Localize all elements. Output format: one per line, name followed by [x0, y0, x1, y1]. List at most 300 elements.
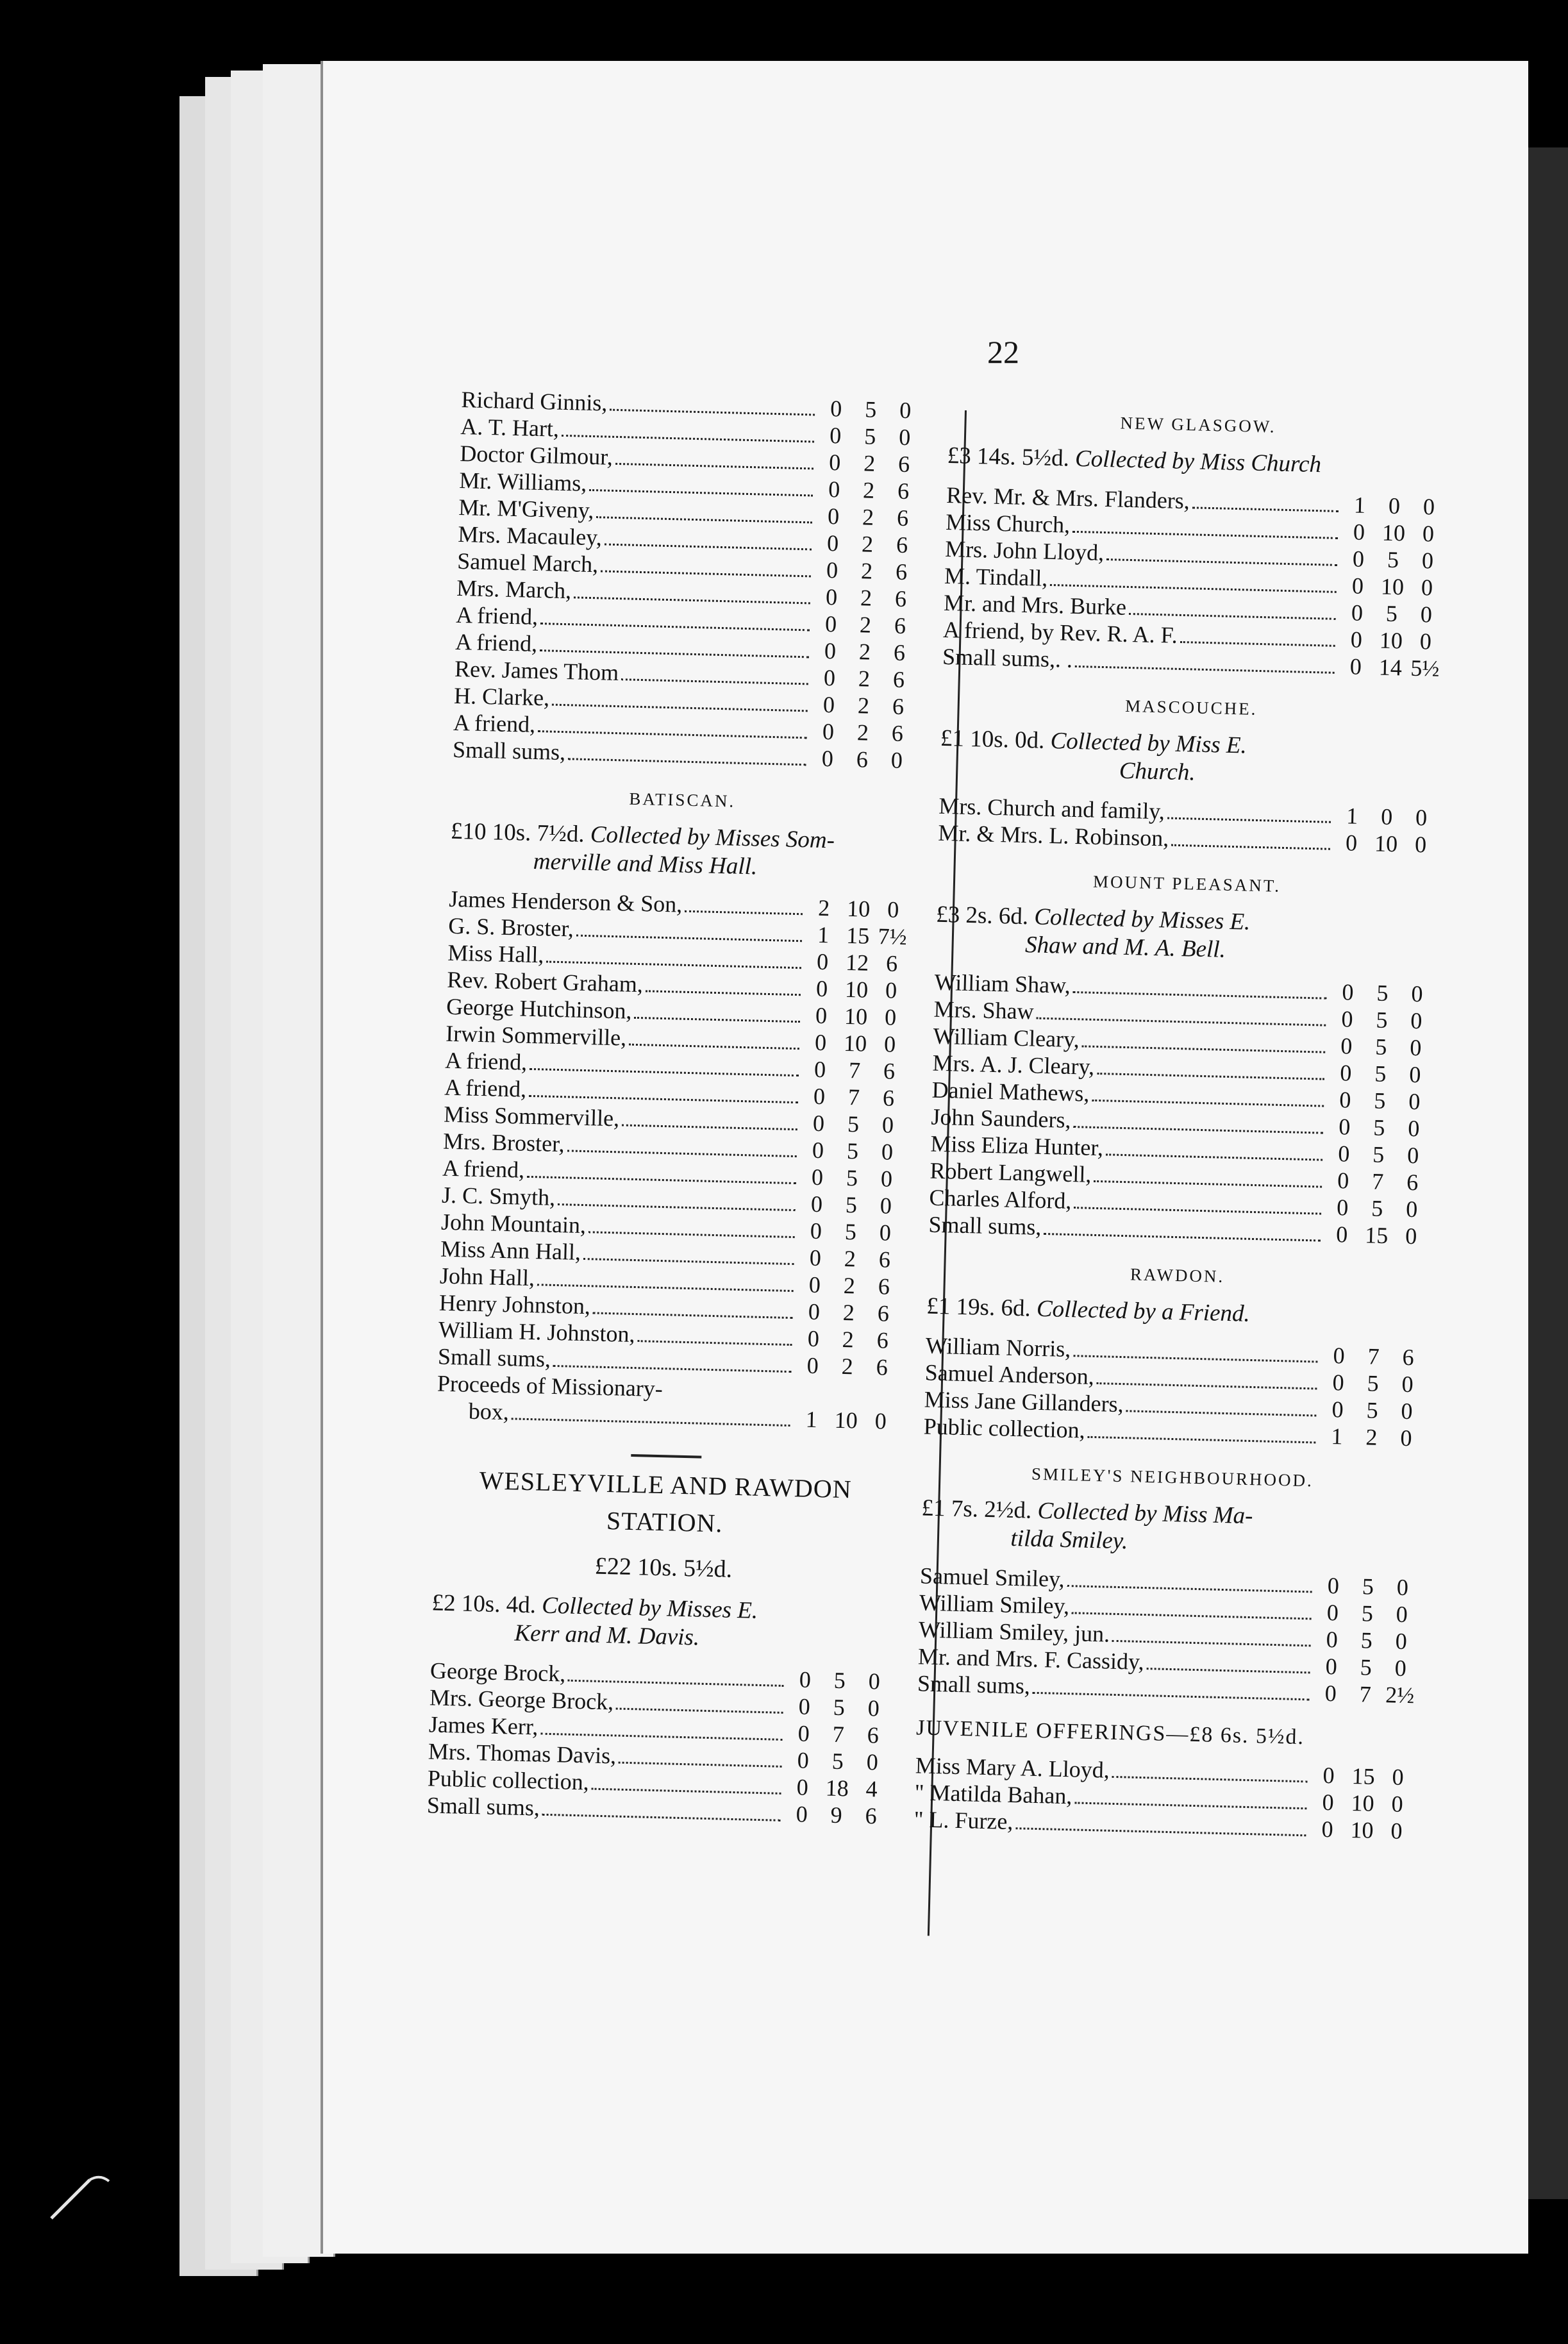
leader-dots	[1074, 1802, 1306, 1809]
contributor-name: A friend,	[455, 628, 538, 657]
leader-dots	[546, 960, 801, 969]
left-column	[426, 386, 922, 1830]
contributor-name: Miss Jane Gillanders,	[924, 1386, 1124, 1418]
shillings-value: 5	[845, 1192, 858, 1218]
pounds-value: 0	[823, 664, 836, 691]
leader-dots	[621, 678, 808, 685]
contributor-name: A friend,	[453, 709, 536, 737]
leader-dots	[592, 1788, 781, 1795]
shillings-value: 10	[1379, 627, 1403, 654]
shillings-value: 5	[833, 1667, 846, 1694]
pence-value: 2½	[1385, 1682, 1415, 1709]
pounds-value: 0	[1352, 546, 1365, 572]
shillings-value: 9	[830, 1802, 843, 1829]
collection-line	[449, 817, 912, 885]
collection-amount: £1 7s. 2½d.	[921, 1494, 1032, 1524]
contributor-name: Miss Eliza Hunter,	[930, 1130, 1104, 1161]
collection-line	[431, 1589, 894, 1657]
shillings-value: 5	[1387, 546, 1399, 573]
pounds-value: 0	[1349, 653, 1362, 680]
pence-value: 6	[876, 1327, 889, 1353]
collection-amount: £1 10s. 0d.	[940, 724, 1045, 754]
contributor-name: Small sums,	[426, 1792, 540, 1821]
collection-note: tilda Smiley.	[1010, 1525, 1128, 1555]
pounds-value: 0	[822, 691, 835, 718]
pence-value: 0	[866, 1749, 879, 1775]
contributor-name: Samuel March,	[456, 548, 599, 578]
leader-dots	[685, 910, 803, 915]
contributor-name: Irwin Sommerville,	[445, 1020, 627, 1051]
pounds-value: 0	[815, 1002, 828, 1029]
shillings-value: 2	[862, 504, 874, 530]
contributor-list	[942, 481, 1447, 682]
leader-dots	[1036, 1017, 1326, 1026]
pounds-value: 0	[1350, 626, 1363, 653]
pounds-value: 0	[1333, 1343, 1346, 1369]
station-title: WESLEYVILLE AND RAWDON	[479, 1466, 853, 1504]
shillings-value: 15	[846, 922, 870, 949]
contributor-name: Charles Alford,	[929, 1184, 1072, 1214]
pence-value: 6	[894, 612, 906, 639]
shillings-value: 5	[1376, 980, 1389, 1007]
shillings-value: 5	[1372, 1114, 1385, 1141]
pounds-value: 0	[1338, 1114, 1351, 1140]
contributor-name: Mrs. Thomas Davis,	[428, 1738, 617, 1769]
pounds-value: 0	[1326, 1626, 1339, 1653]
pounds-value: 0	[806, 1352, 819, 1379]
contributor-name: Mr. M'Giveny,	[458, 494, 594, 524]
contributor-list	[437, 885, 910, 1381]
leader-dots	[538, 730, 807, 739]
pounds-value: 0	[829, 423, 842, 449]
pence-value: 0	[1405, 1223, 1417, 1250]
contributor-name: John Mountain,	[440, 1209, 587, 1239]
contributor-name: Mr. and Mrs. Burke	[943, 589, 1127, 620]
pounds-value: 0	[822, 718, 835, 745]
pounds-value: 0	[828, 449, 841, 476]
contributor-name: John Hall,	[439, 1262, 535, 1291]
contributor-name: Mrs. March,	[456, 574, 572, 604]
leader-dots	[629, 1044, 799, 1050]
shillings-value: 10	[844, 1003, 868, 1030]
contributor-name: Mrs. A. J. Cleary,	[932, 1050, 1095, 1080]
pence-value: 0	[1396, 1601, 1408, 1628]
leader-dots	[1015, 1827, 1306, 1836]
pence-value: 0	[1391, 1791, 1404, 1817]
collection-line	[939, 724, 1440, 793]
contributor-name: M. Tindall,	[944, 562, 1048, 591]
shillings-value: 5	[1374, 1060, 1387, 1087]
leader-dots	[1081, 1045, 1325, 1053]
shillings-value: 5	[1367, 1370, 1380, 1396]
shillings-value: 2	[860, 585, 872, 611]
pounds-value: 0	[1327, 1572, 1340, 1599]
shillings-value: 10	[1350, 1816, 1374, 1843]
pounds-value: 0	[808, 1298, 821, 1325]
page-number: 22	[987, 334, 1019, 370]
pounds-value: 0	[1331, 1396, 1344, 1423]
shillings-value: 5	[1360, 1627, 1373, 1653]
pence-value: 0	[880, 1166, 893, 1192]
shillings-value: 15	[1364, 1222, 1389, 1249]
shillings-value: 5	[847, 1111, 860, 1137]
shillings-value: 5	[1371, 1195, 1383, 1221]
shillings-value: 5	[864, 396, 877, 423]
pence-value: 6	[883, 1058, 896, 1084]
leader-dots	[1112, 1640, 1311, 1647]
leader-dots	[1112, 1776, 1307, 1782]
leader-dots	[1167, 817, 1331, 823]
section-title: NEW GLASGOW.	[1120, 413, 1276, 437]
pence-value: 0	[1405, 1196, 1418, 1223]
shillings-value: 5	[846, 1138, 859, 1164]
pounds-value: 0	[810, 1218, 822, 1244]
pounds-value: 0	[797, 1720, 810, 1746]
contributor-name: James Kerr,	[428, 1711, 538, 1740]
contributor-name: Mr. and Mrs. F. Cassidy,	[917, 1643, 1145, 1675]
shillings-value: 2	[861, 531, 874, 557]
contributor-name: Samuel Smiley,	[919, 1562, 1065, 1592]
shillings-value: 0	[1380, 803, 1393, 830]
pence-value: 0	[1422, 494, 1435, 520]
shillings-value: 5	[846, 1165, 858, 1191]
leader-dots	[605, 544, 812, 551]
collection-line	[926, 1293, 1427, 1333]
pounds-value: 0	[1337, 1141, 1350, 1167]
shillings-value: 2	[858, 666, 871, 692]
shillings-value: 2	[857, 692, 870, 719]
contributor-name: William Smiley,	[919, 1589, 1070, 1620]
pence-value: 6	[878, 1246, 891, 1273]
pounds-value: 0	[797, 1747, 810, 1773]
shillings-value: 10	[843, 1030, 867, 1057]
pence-value: 0	[881, 1139, 894, 1165]
pounds-value: 0	[1321, 1816, 1334, 1843]
leader-dots	[568, 1680, 784, 1687]
shillings-value: 2	[842, 1299, 855, 1326]
pounds-value: 0	[1342, 979, 1355, 1005]
pence-value: 0	[1396, 1574, 1409, 1601]
pounds-value: 0	[816, 948, 829, 975]
pence-value: 0	[884, 1004, 897, 1030]
pounds-value: 0	[1322, 1762, 1335, 1789]
leader-dots	[622, 1124, 797, 1130]
contributor-list	[928, 969, 1435, 1250]
contributor-name: Small sums,	[437, 1343, 551, 1372]
shillings-value: 7	[1367, 1343, 1380, 1369]
contributor-name: Robert Langwell,	[930, 1157, 1092, 1187]
pence-value: 6	[876, 1354, 888, 1380]
pence-value: 6	[897, 451, 910, 478]
collection-line	[935, 901, 1437, 969]
pounds-value: 1	[817, 921, 830, 948]
pounds-value: 0	[1337, 1168, 1349, 1194]
pence-value: 0	[1420, 601, 1433, 628]
contributor-name: Mr. & Mrs. L. Robinson,	[937, 819, 1169, 851]
shillings-value: 7	[1359, 1681, 1372, 1707]
leader-dots	[1097, 1073, 1324, 1080]
leader-dots	[593, 1312, 793, 1319]
pounds-value: 0	[825, 583, 838, 610]
contributor-name: A friend,	[455, 601, 538, 630]
pence-value: 6	[882, 1085, 895, 1111]
shillings-value: 5	[844, 1219, 857, 1245]
pounds-value: 0	[812, 1110, 825, 1137]
shillings-value: 15	[1351, 1763, 1376, 1789]
shillings-value: 2	[843, 1272, 856, 1299]
pounds-value: 0	[799, 1666, 812, 1693]
collection-note: Shaw and M. A. Bell.	[1024, 932, 1226, 963]
section-title: SMILEY'S NEIGHBOURHOOD.	[1031, 1464, 1314, 1491]
pence-value: 0	[874, 1408, 887, 1434]
pounds-value: 0	[813, 1056, 826, 1083]
leader-dots	[583, 1258, 794, 1265]
shillings-value: 10	[846, 895, 871, 922]
pounds-value: 0	[824, 637, 837, 664]
leader-dots	[589, 489, 813, 497]
contributor-name: William Shaw,	[934, 969, 1071, 998]
pence-value: 0	[899, 397, 912, 424]
pence-value: 6	[893, 639, 906, 666]
pence-value: 0	[883, 1031, 896, 1057]
leader-dots	[542, 1814, 781, 1821]
pencil-mark	[45, 2167, 122, 2225]
facing-page-edge	[1522, 147, 1568, 2199]
pence-value: 0	[1401, 1371, 1414, 1398]
collection-line	[921, 1494, 1422, 1562]
contributor-name: Proceeds of Missionary-	[437, 1370, 663, 1402]
contributor-name: Daniel Mathews,	[931, 1076, 1090, 1107]
leader-dots	[1180, 641, 1335, 647]
pence-value: 0	[887, 896, 899, 923]
collection-note: Church.	[1119, 757, 1196, 786]
contributor-name: Mrs. Broster,	[442, 1128, 565, 1157]
contributor-name: George Hutchinson,	[446, 993, 633, 1024]
leader-dots	[576, 935, 802, 942]
leader-dots	[588, 1231, 795, 1238]
contributor-list	[923, 1332, 1426, 1452]
pounds-value: 0	[812, 1137, 824, 1164]
pounds-value: 1	[1346, 803, 1358, 829]
contributor-name: William Norris,	[925, 1332, 1071, 1362]
shillings-value: 2	[856, 719, 869, 746]
shillings-value: 5	[831, 1748, 844, 1775]
shillings-value: 0	[1388, 492, 1401, 519]
pounds-value: 0	[796, 1774, 809, 1800]
section-title: RAWDON.	[1130, 1264, 1225, 1286]
contributor-name: Miss Sommerville,	[443, 1101, 620, 1132]
collection-line	[947, 442, 1447, 482]
contributor-name: A friend, by Rev. R. A. F.	[942, 616, 1178, 648]
contributor-name: A friend,	[444, 1074, 527, 1102]
shillings-value: 5	[1366, 1397, 1379, 1423]
contributor-name: Rev. James Thom	[454, 655, 619, 686]
shillings-value: 10	[1351, 1789, 1375, 1816]
leader-dots	[540, 649, 809, 658]
collection-amount: £2 10s. 4d.	[431, 1589, 537, 1619]
pence-value: 6	[897, 478, 910, 505]
contributor-list	[938, 792, 1439, 858]
leader-dots	[552, 704, 808, 712]
contributor-name: Mr. Williams,	[458, 467, 587, 496]
leader-dots	[1094, 1180, 1322, 1188]
pounds-value: 0	[814, 1029, 827, 1056]
pence-value: 0	[1394, 1655, 1407, 1682]
collection-note: Kerr and M. Davis.	[514, 1620, 700, 1651]
leader-dots	[1067, 1585, 1312, 1593]
section-title: BATISCAN.	[629, 789, 736, 811]
pence-value: 6	[896, 532, 908, 558]
pounds-value: 0	[796, 1801, 808, 1827]
leader-dots	[601, 570, 811, 577]
pounds-value: 1	[1353, 492, 1366, 518]
shillings-value: 2	[863, 450, 876, 476]
pounds-value: 0	[810, 1191, 823, 1218]
contributor-name: Miss Church,	[945, 508, 1071, 538]
pounds-value: 0	[1322, 1789, 1335, 1816]
collection-note: Collected by Miss Ma-	[1037, 1497, 1253, 1530]
pence-value: 0	[1419, 628, 1432, 655]
station-title: STATION.	[606, 1506, 724, 1538]
pence-value: 0	[1408, 1088, 1421, 1115]
pence-value: 0	[868, 1668, 881, 1695]
pounds-value: 0	[807, 1325, 820, 1352]
pounds-value: 0	[813, 1083, 826, 1110]
contributor-name: John Saunders,	[931, 1103, 1072, 1133]
contributor-name: Small sums,	[917, 1670, 1031, 1699]
pounds-value: 1	[1331, 1423, 1344, 1450]
leader-dots	[530, 1068, 799, 1076]
shillings-value: 10	[1381, 519, 1406, 546]
shillings-value: 2	[844, 1245, 856, 1272]
leader-dots	[615, 463, 813, 470]
pounds-value: 0	[827, 503, 840, 530]
leader-dots	[558, 1203, 796, 1211]
leader-dots	[1106, 1153, 1322, 1160]
contributor-name: A friend,	[442, 1155, 525, 1183]
pence-value: 0	[879, 1219, 892, 1246]
collection-amount: £10 10s. 7½d.	[450, 817, 585, 848]
contributor-name: Public collection,	[427, 1765, 590, 1795]
shillings-value: 2	[860, 558, 873, 584]
pence-value: 0	[1421, 548, 1434, 574]
section-title: MASCOUCHE.	[1124, 696, 1258, 719]
contributor-name: H. Clarke,	[453, 682, 550, 711]
shillings-value: 5	[1362, 1573, 1374, 1600]
leader-dots	[540, 623, 810, 631]
collection-note: Collected by Miss Church	[1074, 445, 1322, 478]
pence-value: 0	[1421, 574, 1433, 601]
leader-dots	[619, 1762, 782, 1768]
contributor-name: James Henderson & Son,	[448, 885, 683, 917]
pounds-value: 0	[828, 476, 840, 503]
contributor-list	[453, 386, 923, 774]
shillings-value: 7	[1371, 1168, 1384, 1194]
collection-amount: £3 2s. 6d.	[935, 901, 1029, 930]
leader-dots	[1072, 1612, 1312, 1620]
shillings-value: 5	[1372, 1141, 1385, 1168]
pence-value: 0	[1409, 1034, 1422, 1061]
juvenile-offerings-heading: JUVENILE OFFERINGS—£8 6s. 5½d.	[915, 1716, 1305, 1750]
leader-dots	[610, 409, 815, 416]
contributor-name: Mrs. Shaw	[933, 996, 1035, 1025]
contributor-name: Miss Mary A. Lloyd,	[915, 1752, 1110, 1783]
leader-dots	[1033, 1692, 1310, 1701]
shillings-value: 5	[1375, 1007, 1388, 1034]
leader-dots	[1074, 1207, 1321, 1214]
pounds-value: 0	[830, 396, 842, 422]
shillings-value: 10	[834, 1407, 858, 1434]
shillings-value: 2	[862, 477, 875, 503]
pence-value: 6	[892, 693, 905, 720]
shillings-value: 14	[1378, 654, 1403, 681]
shillings-value: 5	[1361, 1600, 1374, 1627]
pence-value: 6	[896, 505, 909, 532]
pence-value: 0	[1395, 1628, 1408, 1655]
leader-dots	[1050, 584, 1337, 593]
pence-value: 0	[1406, 1142, 1419, 1169]
collection-amount: £3 14s. 5½d.	[947, 442, 1070, 472]
contributor-name: Miss Ann Hall,	[440, 1235, 581, 1265]
shillings-value: 2	[842, 1326, 855, 1353]
station-total: £22 10s. 5½d.	[594, 1552, 733, 1583]
leader-dots	[537, 1284, 794, 1292]
contributor-name: Miss Hall,	[447, 939, 544, 968]
collection-note: Collected by Misses E.	[1033, 903, 1251, 935]
section-title: MOUNT PLEASANT.	[1092, 871, 1281, 896]
contributor-name: George Brock,	[430, 1657, 566, 1687]
leader-dots	[1044, 1233, 1321, 1242]
pence-value: 6	[865, 1803, 878, 1829]
pounds-value: 0	[1345, 830, 1358, 856]
leader-dots	[568, 758, 806, 766]
pence-value: 0	[1407, 1115, 1420, 1142]
collection-amount: £1 19s. 6d.	[926, 1293, 1031, 1322]
contributor-name: " L. Furze,	[913, 1806, 1013, 1835]
contributor-name: " Matilda Bahan,	[914, 1779, 1072, 1809]
shillings-value: 2	[841, 1353, 854, 1380]
leader-dots	[1146, 1668, 1310, 1673]
pounds-value: 0	[826, 530, 839, 557]
leader-dots	[634, 1017, 800, 1023]
pounds-value: 0	[809, 1244, 822, 1271]
pence-value: 4	[865, 1776, 878, 1802]
leader-dots	[637, 1340, 792, 1346]
pounds-value: 2	[817, 894, 830, 921]
leader-dots	[1192, 506, 1339, 512]
contributor-name: William Cleary,	[933, 1023, 1080, 1053]
pence-value: 0	[1415, 804, 1428, 831]
shillings-value: 2	[858, 639, 871, 665]
section-rule	[631, 1454, 701, 1459]
pounds-value: 0	[1339, 1060, 1352, 1086]
leader-dots	[1072, 531, 1338, 539]
pounds-value: 0	[1351, 573, 1364, 599]
contributor-name: Rev. Robert Graham,	[446, 966, 644, 998]
pence-value: 0	[1422, 521, 1435, 547]
pounds-value: 0	[824, 610, 837, 637]
collection-note: Collected by a Friend.	[1036, 1295, 1251, 1327]
leader-dots	[574, 596, 810, 604]
shillings-value: 18	[825, 1775, 849, 1802]
pence-value: 0	[881, 1112, 894, 1138]
leader-dots	[527, 1176, 796, 1184]
pence-value: 0	[1411, 980, 1423, 1007]
contributor-name: Public collection,	[923, 1413, 1086, 1443]
pence-value: 6	[1406, 1169, 1419, 1196]
pounds-value: 0	[826, 557, 838, 583]
collection-note: merville and Miss Hall.	[533, 848, 758, 880]
